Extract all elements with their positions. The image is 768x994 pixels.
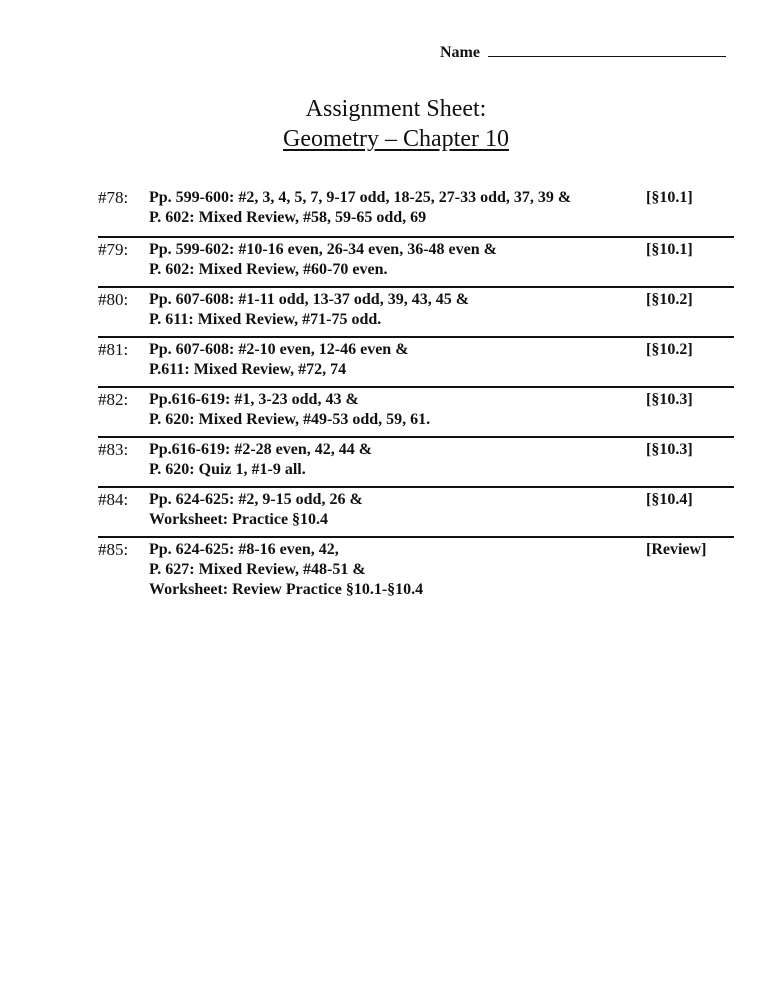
assignment-row (98, 236, 734, 286)
assignment-section: [§10.1] (646, 241, 693, 258)
assignment-row (98, 336, 734, 386)
assignment-pages (149, 290, 469, 330)
assignment-line: Pp. 599-602: #10-16 even, 26-34 even, 36-48 even & (149, 241, 497, 258)
assignment-line: Pp. 624-625: #2, 9-15 odd, 26 & (149, 491, 363, 508)
page-title: Assignment Sheet: (305, 96, 487, 122)
assignment-section: [§10.3] (646, 441, 693, 458)
assignment-line: Pp. 607-608: #2-10 even, 12-46 even & (149, 341, 409, 358)
assignment-section: [Review] (646, 541, 707, 558)
assignment-line: P. 620: Mixed Review, #49-53 odd, 59, 61. (149, 411, 431, 428)
chapter-title: Geometry – Chapter 10 (283, 126, 509, 152)
assignment-number: #79: (98, 240, 129, 259)
assignment-line: P. 602: Mixed Review, #58, 59-65 odd, 69 (149, 209, 427, 226)
assignment-number: #83: (98, 440, 129, 459)
assignment-pages (149, 240, 497, 280)
assignment-list (98, 186, 734, 606)
assignment-number: #80: (98, 290, 129, 309)
assignment-row (98, 286, 734, 336)
assignment-pages (149, 390, 430, 430)
assignment-row (98, 186, 734, 236)
assignment-line: Pp. 607-608: #1-11 odd, 13-37 odd, 39, 43, 45 & (149, 291, 470, 308)
assignment-line: P. 620: Quiz 1, #1-9 all. (149, 461, 306, 478)
assignment-number: #78: (98, 188, 129, 207)
assignment-line: Pp.616-619: #2-28 even, 42, 44 & (149, 441, 373, 458)
assignment-section: [§10.3] (646, 391, 693, 408)
assignment-row (98, 536, 734, 606)
assignment-pages (149, 490, 363, 530)
assignment-pages (149, 440, 372, 480)
assignment-line: Pp. 624-625: #8-16 even, 42, (149, 541, 339, 558)
assignment-line: P. 627: Mixed Review, #48-51 & (149, 561, 366, 578)
assignment-section: [§10.1] (646, 189, 693, 206)
assignment-line: P. 602: Mixed Review, #60-70 even. (149, 261, 388, 278)
assignment-section: [§10.4] (646, 491, 693, 508)
assignment-number: #85: (98, 540, 129, 559)
assignment-number: #82: (98, 390, 129, 409)
assignment-pages (149, 340, 409, 380)
page-subtitle (0, 124, 768, 154)
assignment-row (98, 436, 734, 486)
assignment-row (98, 486, 734, 536)
name-field (440, 44, 726, 62)
assignment-pages (149, 540, 423, 600)
assignment-section: [§10.2] (646, 341, 693, 358)
assignment-section: [§10.2] (646, 291, 693, 308)
name-label: Name (440, 44, 480, 61)
assignment-line: P. 611: Mixed Review, #71-75 odd. (149, 311, 382, 328)
assignment-line: Pp. 599-600: #2, 3, 4, 5, 7, 9-17 odd, 18-25, 27-33 odd, 37, 39 & (149, 189, 572, 206)
assignment-number: #84: (98, 490, 129, 509)
assignment-line: Pp.616-619: #1, 3-23 odd, 43 & (149, 391, 359, 408)
assignment-pages (149, 188, 571, 228)
name-blank-line (488, 44, 726, 57)
assignment-line: Worksheet: Review Practice §10.1-§10.4 (149, 581, 424, 598)
assignment-row (98, 386, 734, 436)
assignment-line: Worksheet: Practice §10.4 (149, 511, 329, 528)
assignment-line: P.611: Mixed Review, #72, 74 (149, 361, 347, 378)
assignment-number: #81: (98, 340, 129, 359)
